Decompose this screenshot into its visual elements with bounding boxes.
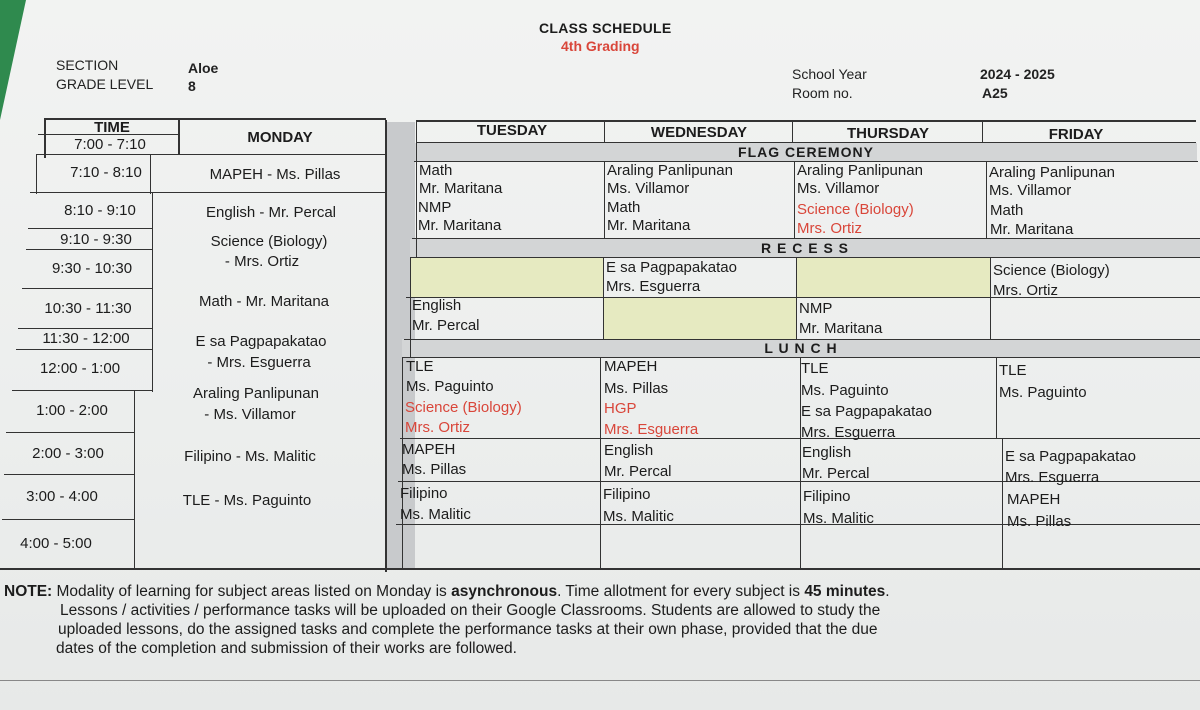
bottom-rule [0, 680, 1200, 681]
wednesday-teacher: Mrs. Esguerra [606, 278, 701, 295]
friday-teacher: Ms. Paguinto [999, 384, 1087, 401]
note-line-1: NOTE: Modality of learning for subject areas listed on Monday is asynchronous. Time allotment for every subject is 45 minutes. [4, 583, 890, 600]
grade-level-value: 8 [188, 78, 196, 94]
monday-subject: E sa Pagpapakatao [195, 333, 327, 350]
friday-teacher: Mrs. Ortiz [993, 282, 1058, 299]
flag-ceremony-banner: FLAG CEREMONY [415, 143, 1197, 161]
section-label: SECTION [56, 57, 119, 73]
grid-line [178, 118, 180, 154]
room-value: A25 [982, 85, 1008, 101]
monday-teacher: - Mrs. Ortiz [224, 253, 300, 270]
tuesday-subject: Science (Biology) [405, 399, 522, 416]
thursday-teacher: Mr. Percal [802, 465, 870, 482]
wednesday-subject: Araling Panlipunan [607, 162, 733, 179]
tuesday-teacher: Ms. Paguinto [406, 378, 494, 395]
time-slot: 7:10 - 8:10 [70, 164, 142, 181]
grid-line [794, 161, 795, 238]
grid-line [603, 257, 604, 339]
tuesday-teacher: Ms. Pillas [402, 461, 467, 478]
tuesday-teacher: Ms. Malitic [400, 506, 471, 523]
grid-line [16, 349, 152, 350]
time-slot: 7:00 - 7:10 [74, 136, 146, 153]
grid-line [36, 154, 37, 194]
grid-line [18, 328, 152, 329]
time-slot: 9:10 - 9:30 [60, 231, 132, 248]
tuesday-subject: TLE [406, 358, 434, 375]
grid-line [996, 357, 997, 439]
thursday-teacher: Ms. Villamor [797, 180, 880, 197]
wednesday-teacher: Ms. Villamor [607, 180, 690, 197]
column-header-time: TIME [94, 119, 130, 136]
tuesday-subject: Filipino [400, 485, 448, 502]
monday-subject: Filipino - Ms. Malitic [184, 448, 316, 465]
wednesday-subject: HGP [604, 400, 637, 417]
friday-teacher: Mr. Maritana [990, 221, 1074, 238]
grid-line [22, 288, 152, 289]
grade-level-label: GRADE LEVEL [56, 76, 154, 92]
grading-period: 4th Grading [561, 38, 640, 54]
thursday-teacher: Ms. Paguinto [801, 382, 889, 399]
thursday-subject: Araling Panlipunan [797, 162, 923, 179]
time-slot: 1:00 - 2:00 [36, 402, 108, 419]
grid-line [134, 390, 135, 570]
empty-cell-highlight [603, 297, 797, 339]
thursday-subject: English [802, 444, 852, 461]
tuesday-teacher: Mr. Maritana [419, 180, 503, 197]
monday-subject: Math - Mr. Maritana [198, 293, 330, 310]
school-year-label: School Year [792, 66, 867, 82]
grid-line [44, 118, 46, 158]
recess-banner: R E C E S S [410, 239, 1200, 257]
grid-line [796, 257, 797, 339]
grid-line [36, 154, 386, 155]
tuesday-teacher: Mr. Maritana [418, 217, 502, 234]
empty-cell-highlight [796, 257, 990, 297]
tuesday-subject: English [412, 297, 462, 314]
monday-subject: TLE - Ms. Paguinto [182, 492, 312, 509]
time-slot: 8:10 - 9:10 [64, 202, 136, 219]
tuesday-subject: NMP [418, 199, 452, 216]
note-line-2: Lessons / activities / performance tasks will be uploaded on their Google Classrooms. Students are allowed to study the [60, 602, 881, 619]
friday-teacher: Mrs. Esguerra [1005, 469, 1100, 486]
thursday-teacher: Mrs. Ortiz [797, 220, 862, 237]
monday-teacher: - Mrs. Esguerra [207, 354, 311, 371]
section-value: Aloe [188, 60, 219, 76]
tuesday-teacher: Mrs. Ortiz [405, 419, 470, 436]
monday-subject: Science (Biology) [210, 233, 328, 250]
friday-subject: E sa Pagpapakatao [1005, 448, 1136, 465]
thursday-teacher: Mr. Maritana [799, 320, 883, 337]
grid-line [412, 238, 1200, 239]
monday-teacher: - Ms. Villamor [204, 406, 296, 423]
grid-line [604, 161, 605, 238]
grid-line [150, 154, 151, 194]
time-slot: 11:30 - 12:00 [42, 330, 130, 347]
grid-line [1002, 438, 1003, 569]
schedule-note [4, 582, 1194, 658]
grid-line [28, 228, 152, 229]
column-header-wednesday: WEDNESDAY [650, 124, 748, 141]
wednesday-teacher: Ms. Malitic [603, 508, 674, 525]
thursday-subject: Filipino [803, 488, 851, 505]
thursday-subject: Science (Biology) [797, 201, 914, 218]
column-header-friday: FRIDAY [1048, 126, 1104, 143]
wednesday-teacher: Mr. Percal [604, 463, 672, 480]
thursday-subject: NMP [799, 300, 833, 317]
thursday-subject: TLE [801, 360, 829, 377]
tuesday-teacher: Mr. Percal [412, 317, 480, 334]
wednesday-teacher: Mr. Maritana [607, 217, 691, 234]
wednesday-teacher: Ms. Pillas [604, 380, 669, 397]
grid-line [12, 390, 152, 391]
grid-line [410, 257, 1200, 258]
grid-line [990, 257, 991, 339]
grid-line [2, 519, 134, 520]
grid-line [410, 257, 411, 357]
grid-line [26, 249, 152, 250]
grid-line [404, 339, 1200, 340]
note-line-3: uploaded lessons, do the assigned tasks and complete the performance tasks at their own phase, provided that the due [58, 621, 878, 638]
wednesday-subject: Math [607, 199, 641, 216]
grid-line [406, 297, 1200, 298]
tuesday-subject: MAPEH [402, 441, 456, 458]
wednesday-subject: E sa Pagpapakatao [606, 259, 737, 276]
friday-teacher: Ms. Pillas [1007, 513, 1072, 530]
grid-line [30, 192, 386, 193]
column-header-monday: MONDAY [247, 129, 313, 146]
friday-subject: Math [990, 202, 1024, 219]
thursday-subject: E sa Pagpapakatao [801, 403, 932, 420]
time-slot: 12:00 - 1:00 [39, 360, 121, 377]
grid-line [604, 120, 605, 142]
grid-line [396, 524, 1200, 525]
friday-teacher: Ms. Villamor [989, 182, 1072, 199]
grid-line [792, 120, 793, 142]
lunch-banner: L U N C H [402, 339, 1200, 357]
grid-line [6, 432, 134, 433]
wednesday-subject: English [604, 442, 654, 459]
thursday-teacher: Mrs. Esguerra [801, 424, 896, 441]
grid-line [986, 161, 987, 238]
friday-subject: Science (Biology) [993, 262, 1110, 279]
room-label: Room no. [792, 85, 853, 101]
time-slot: 4:00 - 5:00 [20, 535, 92, 552]
monday-subject: English - Mr. Percal [205, 204, 337, 221]
grid-line [982, 120, 983, 142]
wednesday-subject: MAPEH [604, 358, 658, 375]
time-slot: 9:30 - 10:30 [51, 260, 133, 277]
note-line-4: dates of the completion and submission of their works are followed. [56, 640, 517, 657]
empty-cell-highlight [410, 257, 603, 297]
grid-line [4, 474, 134, 475]
friday-subject: Araling Panlipunan [989, 164, 1115, 181]
grid-line [385, 120, 387, 572]
monday-subject: Araling Panlipunan [193, 385, 319, 402]
page-title: CLASS SCHEDULE [539, 20, 672, 36]
grid-line [152, 192, 153, 392]
grid-line [600, 357, 601, 569]
monday-subject: MAPEH - Ms. Pillas [209, 166, 341, 183]
thursday-teacher: Ms. Malitic [803, 510, 874, 527]
grid-line [416, 120, 417, 258]
friday-subject: TLE [999, 362, 1027, 379]
background-edge [0, 0, 26, 120]
wednesday-subject: Filipino [603, 486, 651, 503]
time-slot: 3:00 - 4:00 [26, 488, 98, 505]
friday-subject: MAPEH [1007, 491, 1061, 508]
wednesday-teacher: Mrs. Esguerra [604, 421, 699, 438]
column-header-thursday: THURSDAY [847, 125, 929, 142]
school-year-value: 2024 - 2025 [980, 66, 1055, 82]
tuesday-subject: Math [419, 162, 453, 179]
time-slot: 2:00 - 3:00 [32, 445, 104, 462]
column-header-tuesday: TUESDAY [476, 122, 548, 139]
time-slot: 10:30 - 11:30 [44, 300, 132, 317]
